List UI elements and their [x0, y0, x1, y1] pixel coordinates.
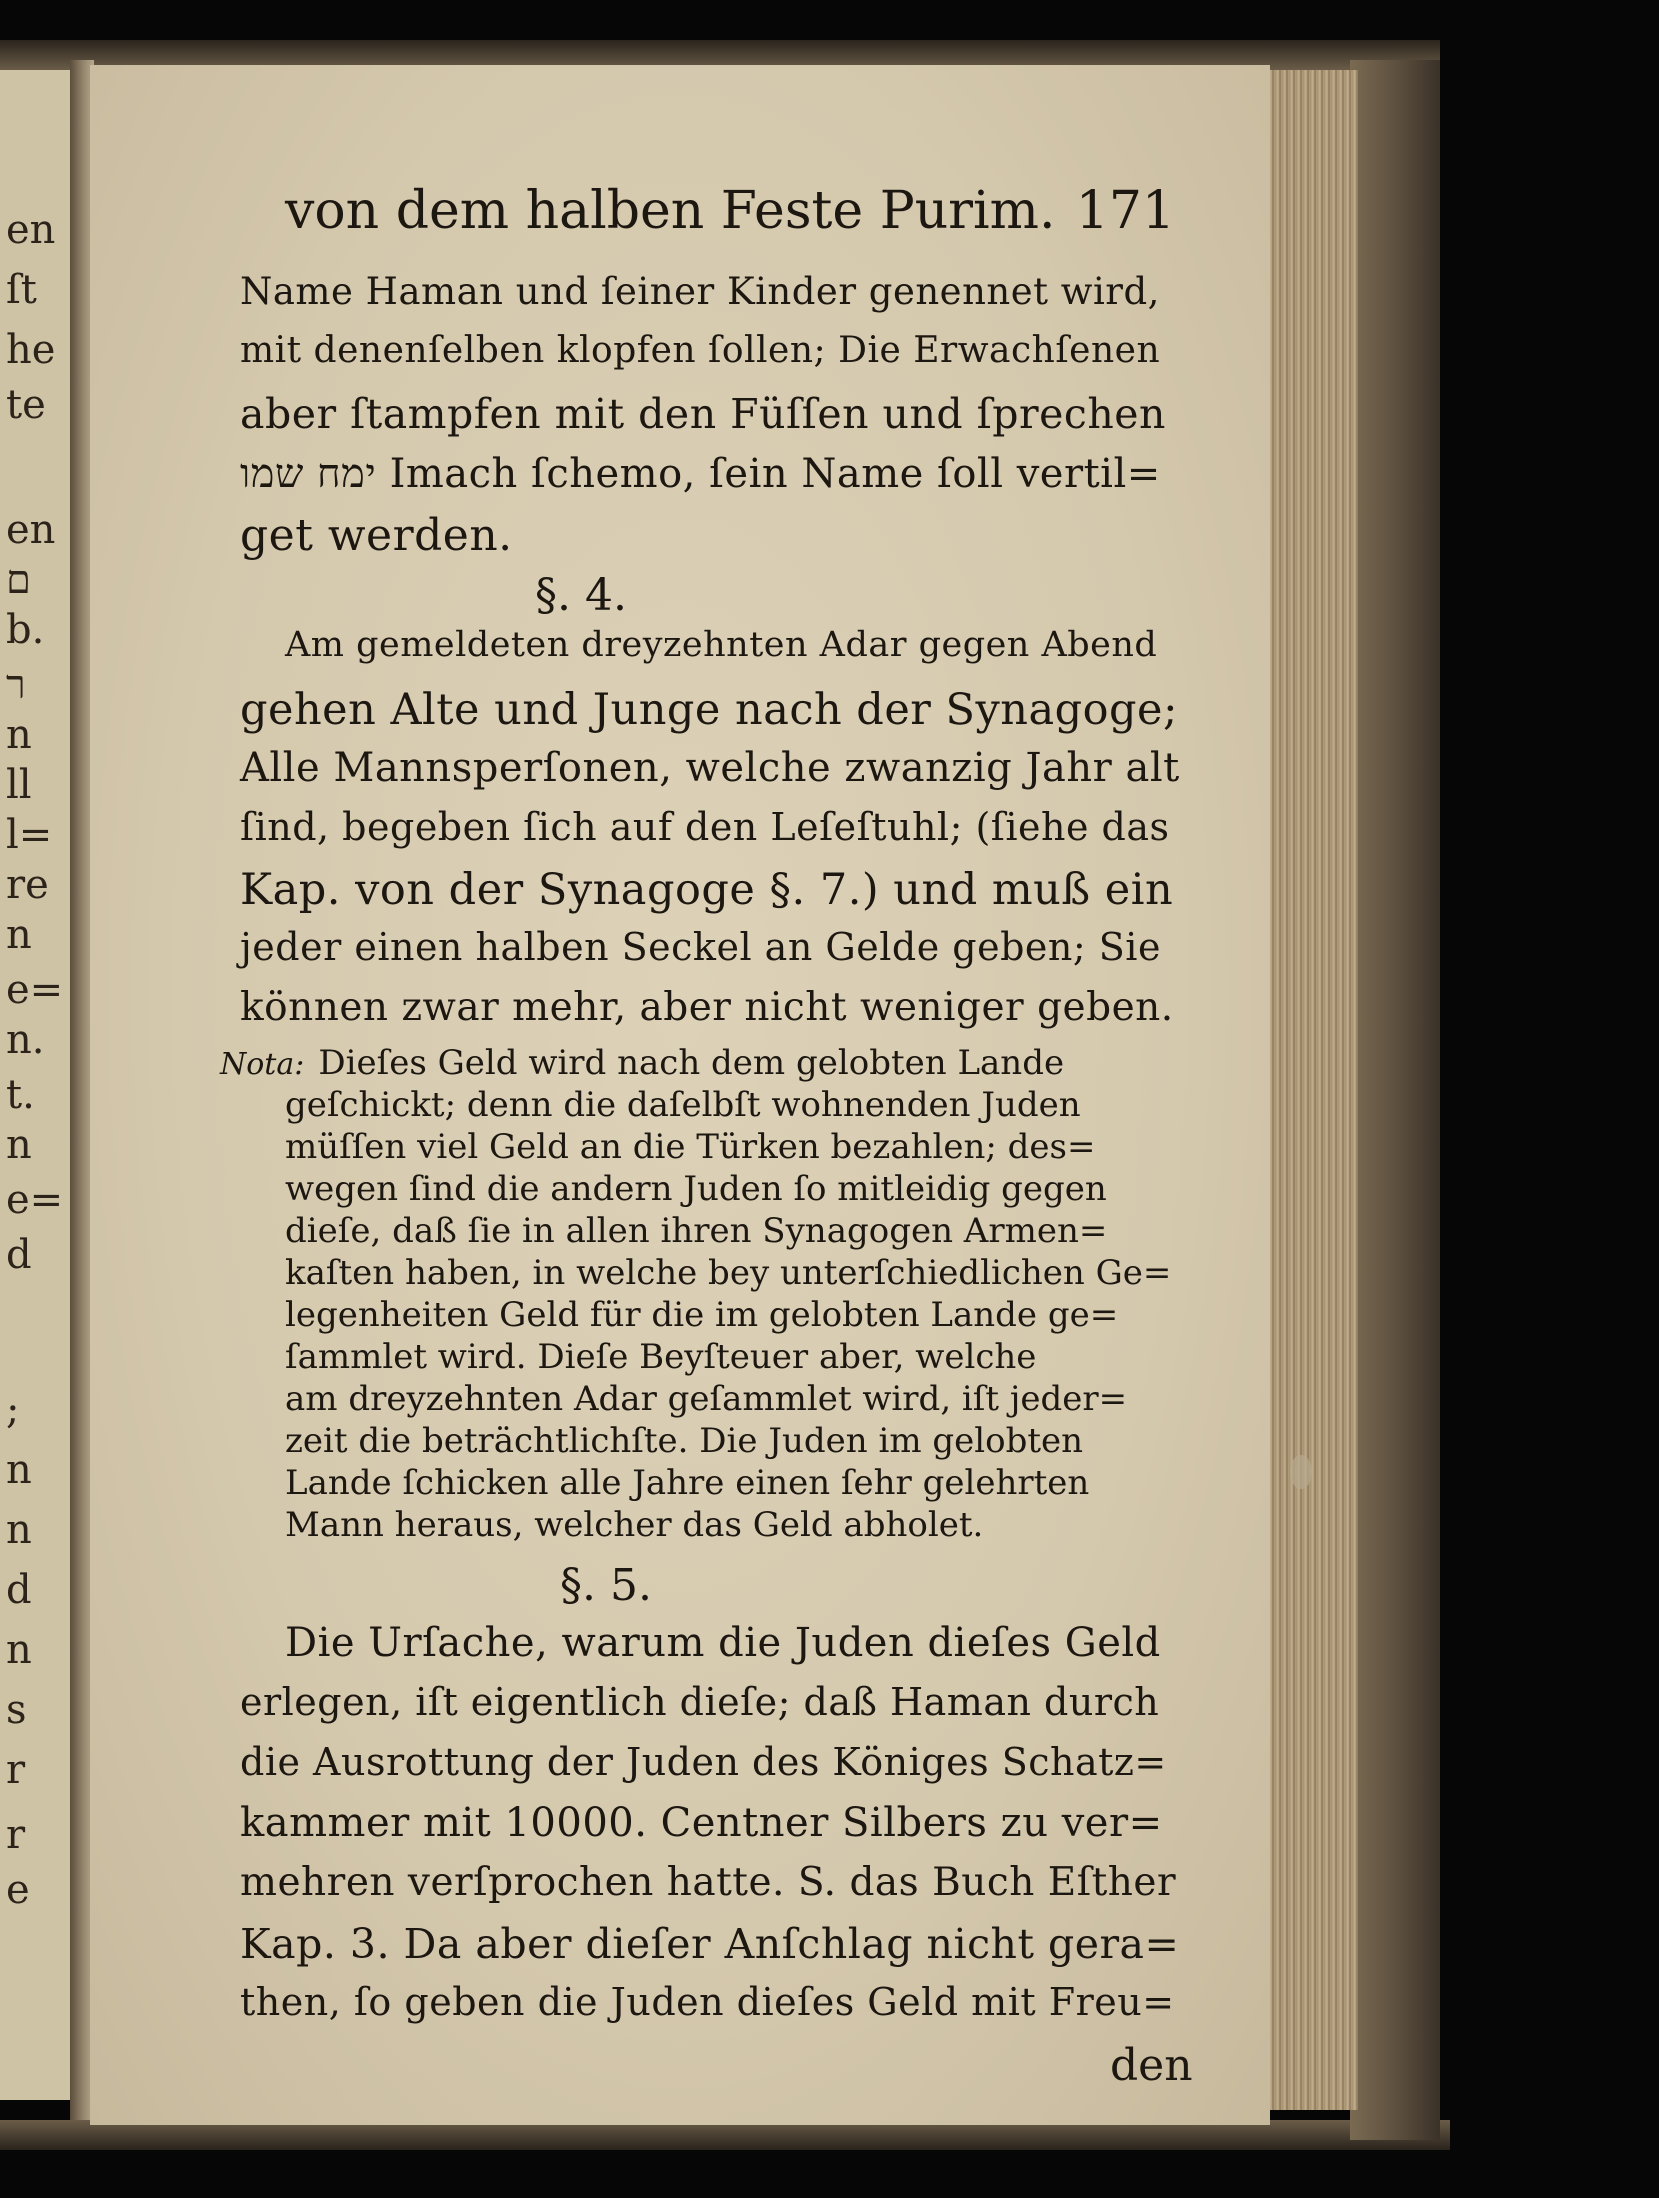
- note-label: Nota:: [220, 1047, 305, 1082]
- text-line: jeder einen halben Seckel an Gelde geben; Sie: [240, 925, 1161, 969]
- text-line: Alle Mannsperſonen, welche zwanzig Jahr alt: [240, 745, 1180, 791]
- text-line: ſind, begeben ſich auf den Leſeſtuhl; (ſiehe das: [240, 805, 1170, 849]
- prev-page-fragment: b.: [6, 607, 45, 653]
- prev-page-fragment: ;: [6, 1387, 20, 1433]
- text-line: ימח שמו Imach ſchemo, ſein Name ſoll vertil=: [240, 451, 1161, 497]
- prev-page-fragment: he: [6, 327, 56, 373]
- prev-page-fragment: en: [6, 507, 56, 553]
- book-cover-right: [1350, 60, 1440, 2140]
- prev-page-fragment: e=: [6, 967, 64, 1013]
- book-page: [90, 65, 1270, 2125]
- text-line: Name Haman und ſeiner Kinder genennet wird,: [240, 270, 1160, 313]
- note-line: müſſen viel Geld an die Türken bezahlen; des=: [285, 1127, 1096, 1167]
- paper-stain: [1290, 1455, 1312, 1489]
- prev-page-fragment: ſt: [6, 267, 37, 313]
- prev-page-fragment: s: [6, 1687, 27, 1733]
- prev-page-fragment: n: [6, 712, 32, 758]
- prev-page-fragment: e: [6, 1867, 30, 1913]
- note-first-line: [220, 1043, 1064, 1083]
- prev-page-fragment: l=: [6, 812, 53, 858]
- prev-page-fragment: n: [6, 1627, 32, 1673]
- prev-page-fragment: d: [6, 1232, 32, 1278]
- prev-page-fragment: te: [6, 382, 46, 428]
- text-line: kammer mit 10000. Centner Silbers zu ver=: [240, 1800, 1163, 1846]
- note-line: Lande ſchicken alle Jahre einen ſehr gelehrten: [285, 1463, 1090, 1503]
- prev-page-fragment: t.: [6, 1072, 35, 1118]
- prev-page-fragment: n: [6, 1122, 32, 1168]
- prev-page-fragment: en: [6, 207, 56, 253]
- running-head: [285, 175, 1175, 255]
- text-line: die Ausrottung der Juden des Königes Schatz=: [240, 1740, 1167, 1784]
- text-line: gehen Alte und Junge nach der Synagoge;: [240, 685, 1178, 735]
- text-line: Kap. von der Synagoge §. 7.) und muß ein: [240, 865, 1174, 915]
- note-line: zeit die beträchtlichſte. Die Juden im gelobten: [285, 1421, 1084, 1461]
- text-line: get werden.: [240, 510, 513, 561]
- note-text: Dieſes Geld wird nach dem gelobten Lande: [318, 1043, 1065, 1083]
- prev-page-fragment: ר: [6, 662, 26, 708]
- page-content: [90, 65, 1270, 2125]
- prev-page-fragment: re: [6, 862, 49, 908]
- section-heading: §. 4.: [535, 570, 627, 621]
- prev-page-fragment: n: [6, 1447, 32, 1493]
- note-line: ſammlet wird. Dieſe Beyſteuer aber, welche: [285, 1337, 1037, 1377]
- prev-page-fragment: n.: [6, 1017, 45, 1063]
- previous-page-edge: [0, 70, 78, 2100]
- catchword: den: [1110, 2040, 1193, 2091]
- text-line: erlegen, iſt eigentlich dieſe; daß Haman durch: [240, 1680, 1160, 1724]
- prev-page-fragment: n: [6, 912, 32, 958]
- text-line: aber ſtampfen mit den Füſſen und ſprechen: [240, 390, 1166, 438]
- note-line: geſchickt; denn die daſelbſt wohnenden Juden: [285, 1085, 1081, 1125]
- note-line: kaſten haben, in welche bey unterſchiedlichen Ge=: [285, 1253, 1172, 1293]
- note-line: dieſe, daß ſie in allen ihren Synagogen Armen=: [285, 1211, 1108, 1251]
- prev-page-fragment: ll: [6, 762, 32, 808]
- text-line: mehren verſprochen hatte. S. das Buch Eſther: [240, 1860, 1177, 1905]
- prev-page-fragment: d: [6, 1567, 32, 1613]
- page-edges: [1268, 70, 1358, 2110]
- prev-page-fragment: e=: [6, 1177, 64, 1223]
- text-line: können zwar mehr, aber nicht weniger geben.: [240, 985, 1174, 1030]
- text-line: Die Urſache, warum die Juden dieſes Geld: [285, 1620, 1161, 1666]
- section-heading: §. 5.: [560, 1560, 652, 1611]
- prev-page-fragment: ם: [6, 557, 31, 603]
- note-line: legenheiten Geld für die im gelobten Lande ge=: [285, 1295, 1119, 1335]
- prev-page-fragment: r: [6, 1747, 26, 1793]
- text-line: Am gemeldeten dreyzehnten Adar gegen Abend: [285, 625, 1158, 665]
- prev-page-fragment: n: [6, 1507, 32, 1553]
- page-number: 171: [1075, 181, 1175, 241]
- note-line: am dreyzehnten Adar geſammlet wird, iſt jeder=: [285, 1379, 1128, 1419]
- running-title: von dem halben Feste Purim.: [285, 181, 1056, 241]
- note-line: wegen ſind die andern Juden ſo mitleidig gegen: [285, 1169, 1107, 1209]
- text-line: Kap. 3. Da aber dieſer Anſchlag nicht gera=: [240, 1920, 1180, 1968]
- prev-page-fragment: r: [6, 1812, 26, 1858]
- note-line: Mann heraus, welcher das Geld abholet.: [285, 1505, 984, 1545]
- text-line: then, ſo geben die Juden dieſes Geld mit Freu=: [240, 1980, 1175, 2024]
- text-line: mit denenſelben klopfen ſollen; Die Erwachſenen: [240, 330, 1161, 371]
